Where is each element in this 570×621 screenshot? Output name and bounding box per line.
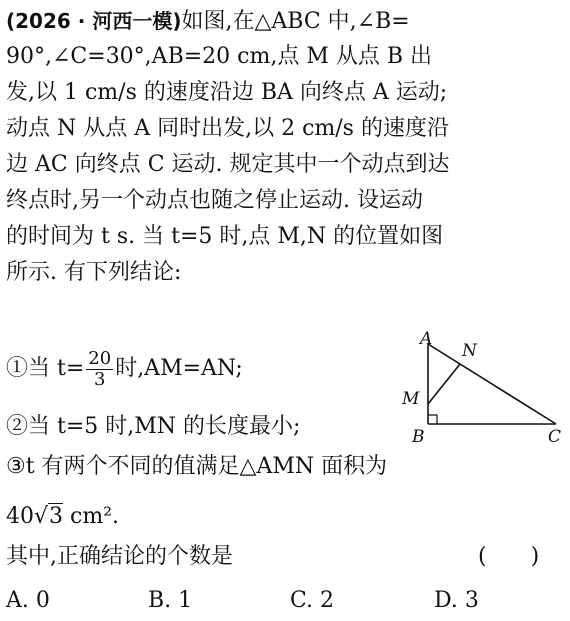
side-ac [428,344,556,424]
option-a: A. 0 [6,588,50,613]
conclusion-2: ②当 t=5 时,MN 的长度最小; [6,414,301,439]
sqrt-radicand: 3 [49,504,64,529]
label-a: A [420,329,433,349]
option-c: C. 2 [290,588,335,613]
conclusion-3-line-1: ③t 有两个不同的值满足△AMN 面积为 [6,454,388,479]
c3-coefficient: 40 [6,504,34,529]
problem-line-3: 动点 N 从点 A 同时出发,以 2 cm/s 的速度沿 [6,116,449,141]
problem-line-0: 如图,在△ABC 中,∠B= [181,9,410,34]
fraction-20-3 [86,349,113,390]
label-c: C [548,427,562,446]
c1-suffix: 时,AM=AN; [115,356,243,381]
label-m: M [402,389,420,409]
option-b: B. 1 [148,588,193,613]
source-tag: (2026 · 河西一模) [6,9,182,33]
c1-prefix: ①当 t= [6,356,85,381]
label-b: B [412,427,425,446]
conclusion-1 [6,344,243,394]
label-n: N [462,341,477,361]
answer-parentheses: ( ) [478,544,540,569]
c3-unit: cm². [63,504,120,529]
option-d: D. 3 [434,588,479,613]
question-stem: 其中,正确结论的个数是 [6,544,233,569]
problem-line-1: 90°,∠C=30°,AB=20 cm,点 M 从点 B 出 [6,44,432,69]
conclusion-3-line-2 [6,502,119,532]
triangle-figure [398,328,570,446]
problem-line-6: 的时间为 t s. 当 t=5 时,点 M,N 的位置如图 [6,224,444,249]
fraction-numerator: 20 [88,347,112,369]
problem-line-7: 所示. 有下列结论: [6,260,182,285]
problem-line-4: 边 AC 向终点 C 运动. 规定其中一个动点到达 [6,152,450,177]
problem-source [6,6,410,36]
right-angle-mark [428,415,437,424]
problem-line-2: 发,以 1 cm/s 的速度沿边 BA 向终点 A 运动; [6,80,448,105]
sqrt-symbol: √ [34,504,49,529]
fraction-denominator: 3 [94,368,106,390]
problem-line-5: 终点时,另一个动点也随之停止运动. 设运动 [6,188,423,213]
segment-mn [428,364,460,404]
